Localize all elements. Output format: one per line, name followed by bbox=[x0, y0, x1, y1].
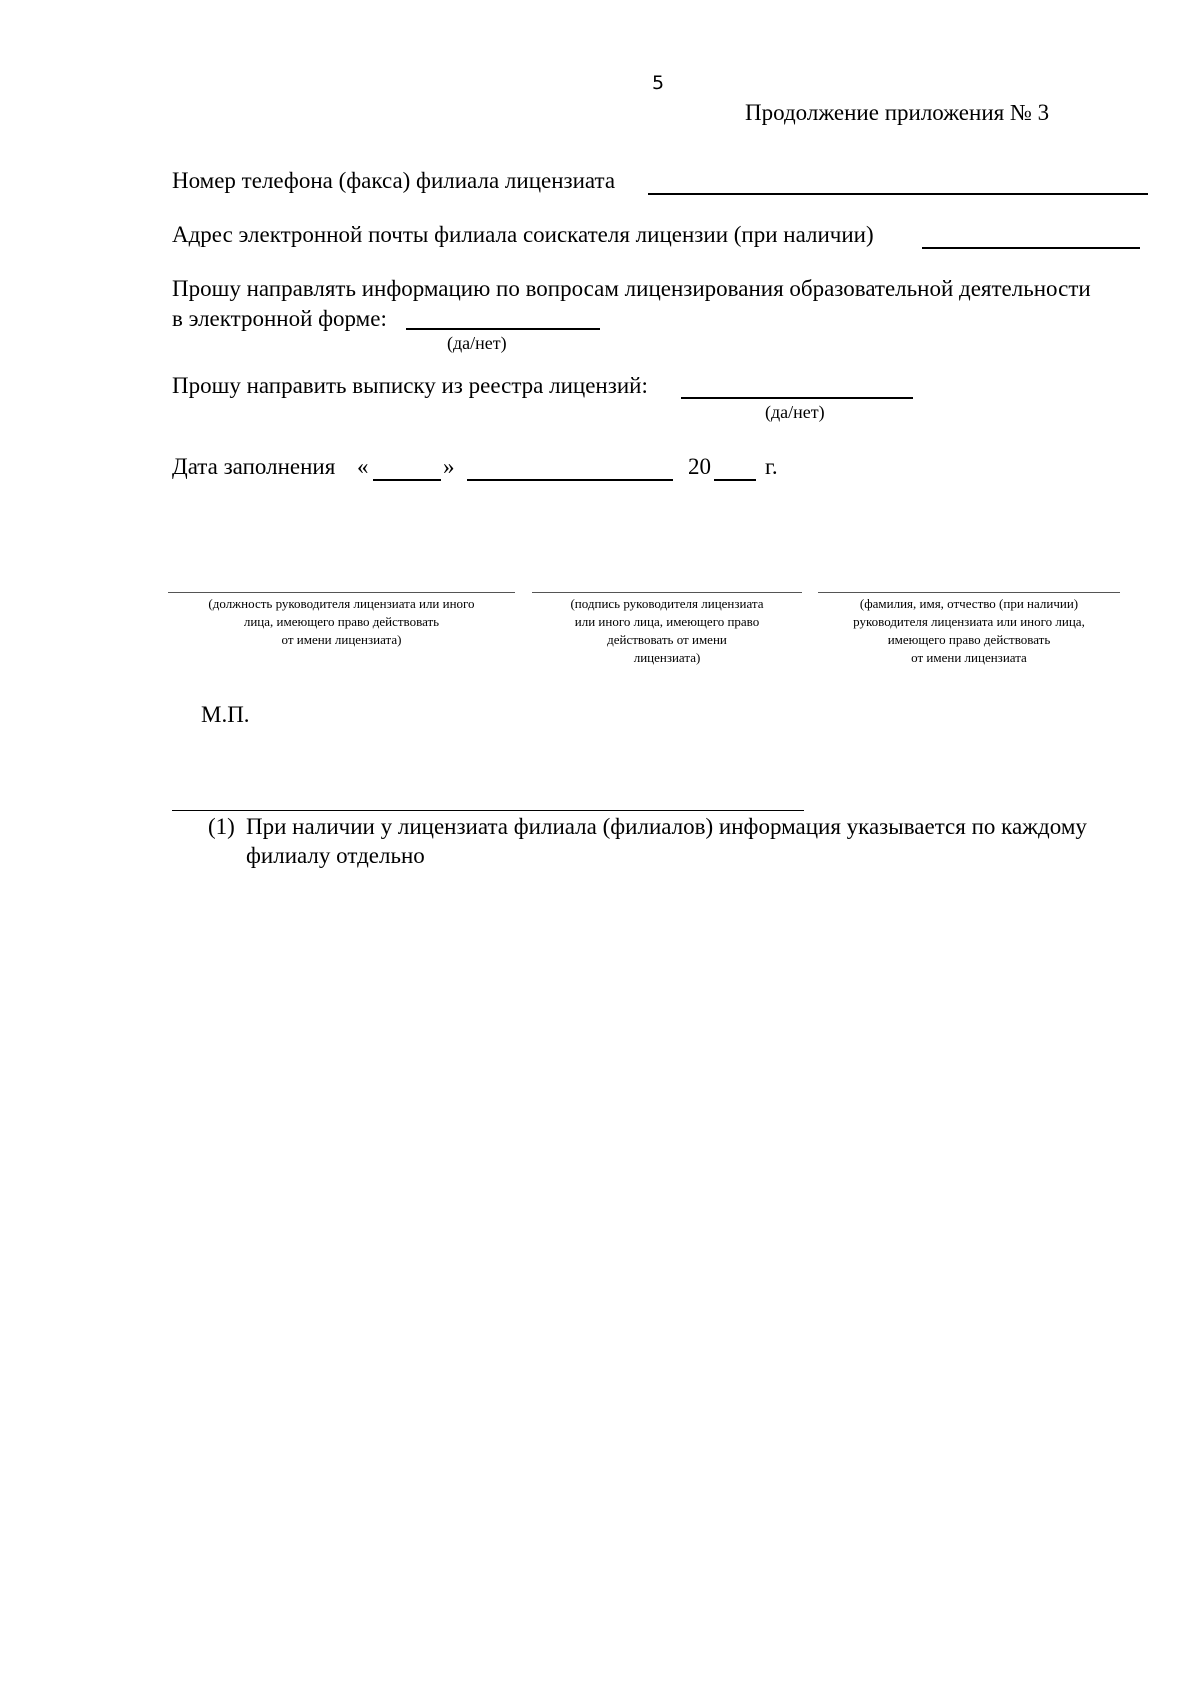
email-label: Адрес электронной почты филиала соискателя лицензии (при наличии) bbox=[172, 222, 874, 247]
date-open-quote: « bbox=[357, 454, 369, 479]
footnote-separator bbox=[172, 810, 804, 811]
full-name-caption-line: имеющего право действовать bbox=[887, 632, 1051, 647]
full-name-caption bbox=[818, 595, 1120, 667]
position-caption-line: (должность руководителя лицензиата или иного bbox=[208, 596, 475, 611]
date-year-prefix: 20 bbox=[688, 454, 711, 479]
footnote-text-line2: филиалу отдельно bbox=[246, 843, 425, 868]
position-caption-line: лица, имеющего право действовать bbox=[243, 614, 440, 629]
stamp-label: М.П. bbox=[201, 702, 250, 727]
signature-caption-line: действовать от имени bbox=[607, 632, 727, 647]
footnote-marker: (1) bbox=[208, 814, 235, 839]
position-caption-line: от имени лицензиата) bbox=[281, 632, 402, 647]
position-caption bbox=[168, 595, 515, 649]
registry-extract-label: Прошу направить выписку из реестра лицензий: bbox=[172, 373, 648, 398]
signature-caption-line: лицензиата) bbox=[633, 650, 701, 665]
full-name-line[interactable] bbox=[818, 592, 1120, 593]
position-line[interactable] bbox=[168, 592, 515, 593]
footnote bbox=[208, 812, 1143, 870]
electronic-info-label-line2: в электронной форме: bbox=[172, 306, 387, 331]
date-month-field[interactable] bbox=[467, 479, 673, 481]
date-label: Дата заполнения bbox=[172, 454, 336, 479]
signature-caption-line: или иного лица, имеющего право bbox=[574, 614, 760, 629]
phone-field[interactable] bbox=[648, 193, 1148, 195]
signature-caption bbox=[532, 595, 802, 667]
full-name-caption-line: от имени лицензиата bbox=[911, 650, 1027, 665]
electronic-info-label-line1: Прошу направлять информацию по вопросам лицензирования образовательной деятельности bbox=[172, 276, 1091, 301]
appendix-continuation-title: Продолжение приложения № 3 bbox=[745, 100, 1050, 125]
full-name-caption-line: руководителя лицензиата или иного лица, bbox=[853, 614, 1085, 629]
full-name-caption-line: (фамилия, имя, отчество (при наличии) bbox=[859, 596, 1079, 611]
footnote-text-line1: При наличии у лицензиата филиала (филиалов) информация указывается по каждому bbox=[246, 814, 1087, 839]
electronic-info-hint: (да/нет) bbox=[447, 333, 507, 353]
registry-extract-field[interactable] bbox=[681, 397, 913, 399]
date-day-field[interactable] bbox=[373, 479, 441, 481]
date-year-suffix: г. bbox=[765, 454, 778, 479]
signature-line[interactable] bbox=[532, 592, 802, 593]
electronic-info-field[interactable] bbox=[406, 328, 600, 330]
page-number: 5 bbox=[652, 72, 665, 94]
email-field[interactable] bbox=[922, 247, 1140, 249]
date-close-quote: » bbox=[443, 454, 455, 479]
signature-caption-line: (подпись руководителя лицензиата bbox=[570, 596, 764, 611]
registry-extract-hint: (да/нет) bbox=[765, 402, 825, 422]
phone-label: Номер телефона (факса) филиала лицензиата bbox=[172, 168, 616, 193]
date-year-field[interactable] bbox=[714, 479, 756, 481]
